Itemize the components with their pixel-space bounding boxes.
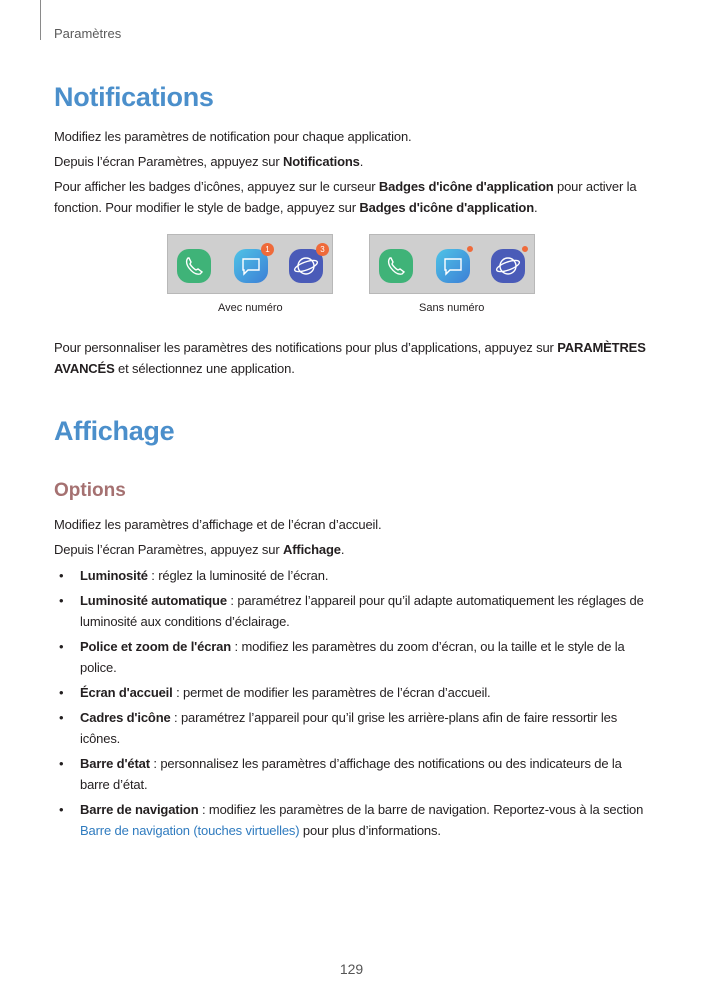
badge-count: 3 (316, 243, 329, 256)
list-item (54, 682, 649, 703)
bullet-icon: • (59, 802, 64, 817)
bullet-icon: • (59, 639, 64, 654)
running-head: Paramètres (54, 26, 122, 41)
phone-app-icon (177, 249, 211, 283)
page-number: 129 (339, 961, 364, 977)
internet-app-icon (289, 245, 325, 283)
option-term: Barre de navigation (80, 802, 199, 817)
option-desc: : permet de modifier les paramètres de l’écran d’accueil. (172, 685, 491, 700)
menu-term: Affichage (282, 542, 341, 557)
message-app-icon (234, 245, 270, 283)
notifications-instruction (54, 151, 654, 172)
text: Pour personnaliser les paramètres des notifications pour plus d’applications, appuyez sur (54, 340, 558, 355)
options-list (54, 565, 649, 845)
list-item (54, 799, 649, 841)
option-desc: : personnalisez les paramètres d’affichage des notifications ou des indicateurs de la barre d’état. (80, 756, 622, 792)
list-item (54, 753, 649, 795)
menu-term: Badges d'icône d'application (378, 179, 554, 194)
badge-dot (466, 245, 474, 253)
menu-term: Notifications (282, 154, 360, 169)
option-desc: pour plus d’informations. (299, 823, 441, 838)
message-app-icon (436, 249, 470, 283)
text: pour activer la fonction. Pour modifier le style de badge, appuyez sur (54, 179, 637, 215)
badge-figure-with-number (167, 234, 333, 294)
option-desc: : paramétrez l’appareil pour qu’il adapte automatiquement les réglages de luminosité aux conditions d’éclairage. (80, 593, 644, 629)
list-item (54, 590, 649, 632)
section-title-notifications: Notifications (54, 82, 214, 112)
text: Depuis l’écran Paramètres, appuyez sur (54, 154, 283, 169)
menu-term: Badges d'icône d'application (359, 200, 535, 215)
figure-caption: Avec numéro (218, 302, 283, 314)
affichage-intro: Modifiez les paramètres d’affichage et de l’écran d’accueil. (54, 517, 382, 532)
option-term: Barre d'état (80, 756, 150, 771)
option-term: Luminosité automatique (80, 593, 227, 608)
badge-count: 1 (261, 243, 274, 256)
text: Pour afficher les badges d’icônes, appuyez sur le curseur (54, 179, 379, 194)
option-desc: : modifiez les paramètres du zoom d’écran, ou la taille et le style de la police. (80, 639, 625, 675)
cross-reference-link[interactable]: Barre de navigation (touches virtuelles) (80, 823, 300, 838)
bullet-icon: • (59, 593, 64, 608)
option-desc: : paramétrez l’appareil pour qu’il grise les arrière-plans afin de faire ressortir les icônes. (80, 710, 618, 746)
notifications-intro: Modifiez les paramètres de notification pour chaque application. (54, 129, 412, 144)
text: . (340, 542, 345, 557)
badge-dot (521, 245, 529, 253)
text: . (359, 154, 364, 169)
option-desc: : modifiez les paramètres de la barre de navigation. Reportez-vous à la section (198, 802, 644, 817)
text: Depuis l’écran Paramètres, appuyez sur (54, 542, 283, 557)
internet-app-icon (491, 249, 525, 283)
advanced-settings-instruction (54, 337, 654, 379)
menu-term: PARAMÈTRES AVANCÉS (54, 340, 646, 376)
bullet-icon: • (59, 710, 64, 725)
phone-app-icon (379, 249, 413, 283)
bullet-icon: • (59, 568, 64, 583)
affichage-instruction (54, 539, 654, 560)
bullet-icon: • (59, 685, 64, 700)
margin-rule (40, 0, 41, 40)
text: et sélectionnez une application. (114, 361, 295, 376)
option-term: Luminosité (80, 568, 148, 583)
badge-figure-without-number (369, 234, 535, 294)
figure-caption: Sans numéro (419, 302, 485, 314)
subsection-title-options: Options (54, 480, 126, 501)
option-term: Cadres d'icône (80, 710, 171, 725)
list-item (54, 636, 649, 678)
option-desc: : réglez la luminosité de l’écran. (147, 568, 329, 583)
text: . (534, 200, 538, 215)
badges-instruction (54, 176, 654, 218)
list-item (54, 565, 649, 586)
option-term: Police et zoom de l'écran (80, 639, 232, 654)
list-item (54, 707, 649, 749)
bullet-icon: • (59, 756, 64, 771)
option-term: Écran d'accueil (80, 685, 173, 700)
section-title-affichage: Affichage (54, 416, 175, 446)
